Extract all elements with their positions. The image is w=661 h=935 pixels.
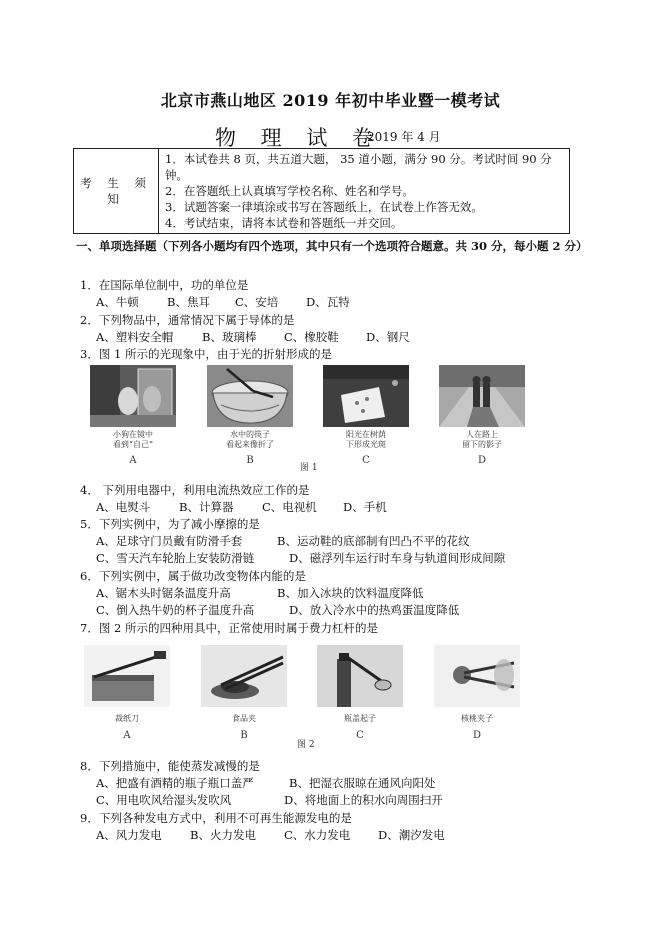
figure-label: 图 2 — [297, 740, 315, 750]
notice-item: 4．考试结束，请将本试卷和答题纸一并交回。 — [165, 216, 403, 230]
option: B、加入冰块的饮料温度降低 — [277, 586, 424, 600]
figure-caption: 食品夹 — [232, 714, 256, 723]
figure-caption: 裁纸刀 — [115, 714, 139, 723]
option: C、水力发电 — [284, 828, 351, 842]
figure-letter: A — [129, 455, 137, 466]
photo-chopsticks-bowl — [207, 365, 293, 427]
figure-letter: C — [356, 730, 364, 741]
photo-shadows-road — [439, 365, 525, 427]
figure-caption: 核桃夹子 — [461, 714, 493, 723]
question-stem: 5．下列实例中，为了减小摩擦的是 — [80, 517, 260, 531]
figure-caption: 看起来像折了 — [226, 440, 274, 449]
question-stem: 3．图 1 所示的光现象中，由于光的折射形成的是 — [80, 347, 332, 361]
option: B、玻璃棒 — [202, 330, 257, 344]
option: B、计算器 — [179, 500, 234, 514]
figure-caption: 水中的筷子 — [230, 430, 270, 439]
option: B、火力发电 — [190, 828, 256, 842]
option: D、放入冷水中的热鸡蛋温度降低 — [289, 603, 460, 617]
option: B、焦耳 — [167, 295, 210, 309]
candidate-notice-table — [73, 148, 570, 234]
figure-letter: A — [123, 730, 131, 741]
option: C、用电吹风给湿头发吹风 — [96, 793, 232, 807]
notice-item: 1．本试卷共 8 页，共五道大题， 35 道小题，满分 90 分。考试时间 90 分钟。 — [165, 152, 552, 182]
question-stem: 1．在国际单位制中，功的单位是 — [80, 278, 249, 292]
notice-item: 2．在答题纸上认真填写学校名称、姓名和学号。 — [165, 184, 414, 198]
option: A、牛顿 — [96, 295, 139, 309]
question-stem: 8．下列措施中，能使蒸发减慢的是 — [80, 759, 260, 773]
option: C、橡胶鞋 — [284, 330, 339, 344]
question-stem: 4． 下列用电器中，利用电流热效应工作的是 — [80, 483, 310, 497]
notice-item: 3．试题答案一律填涂或书写在答题纸上，在试卷上作答无效。 — [165, 200, 483, 214]
figure-letter: D — [477, 455, 487, 466]
option: A、塑料安全帽 — [96, 330, 174, 344]
photo-dog-mirror — [90, 365, 176, 427]
option: C、安培 — [235, 295, 279, 309]
option: A、足球守门员戴有防滑手套 — [96, 534, 243, 548]
option: A、风力发电 — [96, 828, 162, 842]
figure-caption: 阳光在树荫 — [346, 430, 386, 439]
option: D、钢尺 — [366, 330, 410, 344]
exam-title: 北京市燕山地区 2019 年初中毕业暨一模考试 — [160, 91, 501, 110]
photo-bottle-opener — [317, 645, 403, 707]
option: C、电视机 — [262, 500, 317, 514]
option: A、把盛有酒精的瓶子瓶口盖严 — [96, 776, 254, 790]
figure-letter: C — [362, 455, 370, 466]
question-stem: 6．下列实例中，属于做功改变物体内能的是 — [80, 569, 306, 583]
option: D、将地面上的积水向周围扫开 — [284, 793, 443, 807]
figure-caption: 瓶盖起子 — [344, 714, 376, 723]
option: D、潮汐发电 — [378, 828, 445, 842]
option: D、手机 — [343, 500, 387, 514]
option: B、运动鞋的底部制有凹凸不平的花纹 — [277, 534, 470, 548]
figure-caption: 看到“自己” — [112, 440, 154, 449]
option: A、电熨斗 — [96, 500, 151, 514]
photo-light-spots — [323, 365, 409, 427]
option: D、瓦特 — [306, 295, 350, 309]
photo-paper-cutter — [84, 645, 170, 707]
photo-food-tongs — [201, 645, 287, 707]
figure-letter: B — [240, 730, 248, 741]
notice-items — [159, 149, 570, 234]
option: C、雪天汽车轮胎上安装防滑链 — [96, 551, 255, 565]
figure-letter: D — [472, 730, 482, 741]
option: C、倒入热牛奶的杯子温度升高 — [96, 603, 255, 617]
question-stem: 7．图 2 所示的四种用具中，正常使用时属于费力杠杆的是 — [80, 621, 378, 635]
figure-caption: 人在路上 — [466, 430, 498, 439]
question-stem: 2．下列物品中，通常情况下属于导体的是 — [80, 313, 295, 327]
figure-caption: 小狗在镜中 — [113, 430, 153, 439]
figure-label: 图 1 — [300, 463, 318, 473]
option: D、磁浮列车运行时车身与轨道间形成间隙 — [289, 551, 506, 565]
option: A、锯木头时锯条温度升高 — [96, 586, 231, 600]
photo-nutcracker — [434, 645, 520, 707]
section-heading: 一、单项选择题（下列各小题均有四个选项，其中只有一个选项符合题意。共 30 分，每小题 2 分） — [76, 239, 588, 253]
figure-caption: 下形成光斑 — [346, 440, 386, 449]
figure-letter: B — [246, 455, 254, 466]
exam-date: 2019 年 4 月 — [367, 130, 441, 144]
notice-label: 考 生 须 知 — [74, 149, 159, 234]
figure-caption: 留下的影子 — [462, 440, 502, 449]
option: B、把湿衣服晾在通风向阳处 — [289, 776, 436, 790]
question-stem: 9．下列各种发电方式中，利用不可再生能源发电的是 — [80, 811, 352, 825]
exam-subtitle: 物 理 试 卷 — [215, 126, 383, 150]
